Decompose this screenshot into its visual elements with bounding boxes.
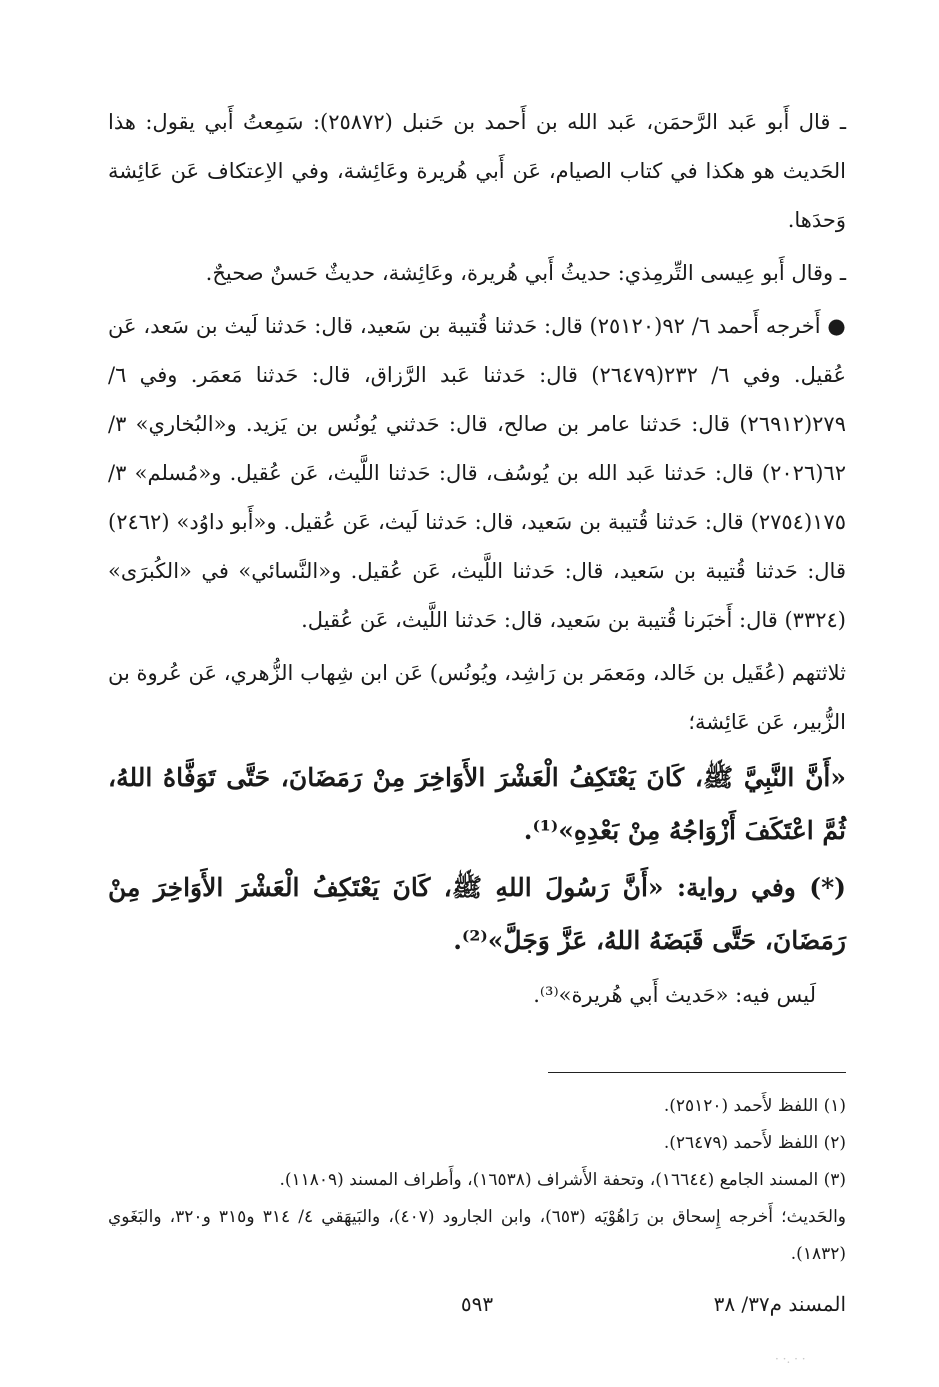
main-text — [108, 98, 846, 1024]
hadith-variant: (*) وفي رواية: «أَنَّ رَسُولَ اللهِ ﷺ، كَانَ يَعْتَكِفُ الْعَشْرَ الأَوَاخِرَ مِنْ رَمَضَانَ، حَتَّى قَبَضَهُ اللهُ، عَزَّ وَجَلَّ»⁽²⁾. — [108, 873, 846, 955]
footnotes — [108, 1088, 846, 1273]
scan-specks: · ·. · · — [775, 1352, 806, 1366]
page-footer — [108, 1292, 846, 1332]
footnote-separator — [548, 1072, 846, 1073]
bullet-icon: ● — [827, 314, 846, 338]
paragraph-note: لَيس فيه: «حَديث أَبي هُريرة»⁽³⁾. — [533, 983, 816, 1007]
takhrij-text: أَخرجه أَحمد ٦/ ٩٢(٢٥١٢٠) قال: حَدثنا قُتيبة بن سَعيد، قال: حَدثنا لَيث بن سَعد، عَن عُقيل. وفي ٦/ ٢٣٢(٢٦٤٧٩) قال: حَدثنا عَبد الرَّزاق، قال: حَدثنا مَعمَر. وفي ٦/ ٢٧٩(٢٦٩١٢) قال: حَدثنا عامر بن صالح، قال: حَدثني يُونُس بن يَزيد. و«البُخاري» ٣/ ٦٢(٢٠٢٦) قال: حَدثنا عَبد الله بن يُوسُف، قال: حَدثنا اللَّيث، عَن عُقيل. و«مُسلم» ٣/ ١٧٥(٢٧٥٤) قال: حَدثنا قُتيبة بن سَعيد، قال: حَدثنا لَيث، عَن عُقيل. و«أَبو داوُد» (٢٤٦٢) قال: حَدثنا قُتيبة بن سَعيد، قال: حَدثنا اللَّيث، عَن عُقيل. و«النَّسائي» في «الكُبرَى» (٣٣٢٤) قال: أَخبَرنا قُتيبة بن سَعيد، قال: حَدثنا اللَّيث، عَن عُقيل. — [108, 314, 846, 632]
volume-signature: المسند م٣٧/ ٣٨ — [713, 1292, 846, 1316]
footnote-3: (٣) المسند الجامع (١٦٦٤٤)، وتحفة الأَشراف (١٦٥٣٨)، وأَطراف المسند (١١٨٠٩). — [279, 1170, 846, 1190]
paragraph-abu-abdulrahman: ـ قال أَبو عَبد الرَّحمَن، عَبد الله بن أَحمد بن حَنبل (٢٥٨٧٢): سَمِعتُ أَبي يقول: هذا الحَديث هو هكذا في كتاب الصيام، عَن أَبي هُريرة وعَائِشة، وفي الاِعتكاف عَن عَائِشة وَحدَها. — [108, 110, 846, 232]
hadith-text: «أَنَّ النَّبِيَّ ﷺ، كَانَ يَعْتَكِفُ الْعَشْرَ الأَوَاخِرَ مِنْ رَمَضَانَ، حَتَّى تَوَفَّاهُ اللهُ، ثُمَّ اعْتَكَفَ أَزْوَاجُهُ مِنْ بَعْدِهِ»⁽¹⁾. — [108, 763, 846, 845]
footnote-3-continued: والحَديث؛ أَخرجه إِسحاق بن رَاهُوْيَه (٦٥٣)، وابن الجارود (٤٠٧)، والبَيهَقي ٤/ ٣١٤ و٣١٥ و٣٢٠، والبَغَوي (١٨٣٢). — [108, 1207, 846, 1264]
footnote-2: (٢) اللفظ لأَحمد (٢٦٤٧٩). — [663, 1133, 846, 1153]
paragraph-isnad: ثلاثتهم (عُقَيل بن خَالد، ومَعمَر بن رَاشِد، ويُونُس) عَن ابن شِهاب الزُّهري، عَن عُروة بن الزُّبير، عَن عَائِشة؛ — [108, 661, 846, 734]
page-number: ٥٩٣ — [460, 1292, 494, 1316]
footnote-1: (١) اللفظ لأَحمد (٢٥١٢٠). — [663, 1096, 846, 1116]
paragraph-takhrij — [108, 302, 846, 645]
paragraph-tirmidhi: ـ وقال أَبو عِيسى التِّرمِذي: حديثُ أَبي هُريرة، وعَائِشة، حديثٌ حَسنٌ صحيحٌ. — [205, 261, 846, 285]
